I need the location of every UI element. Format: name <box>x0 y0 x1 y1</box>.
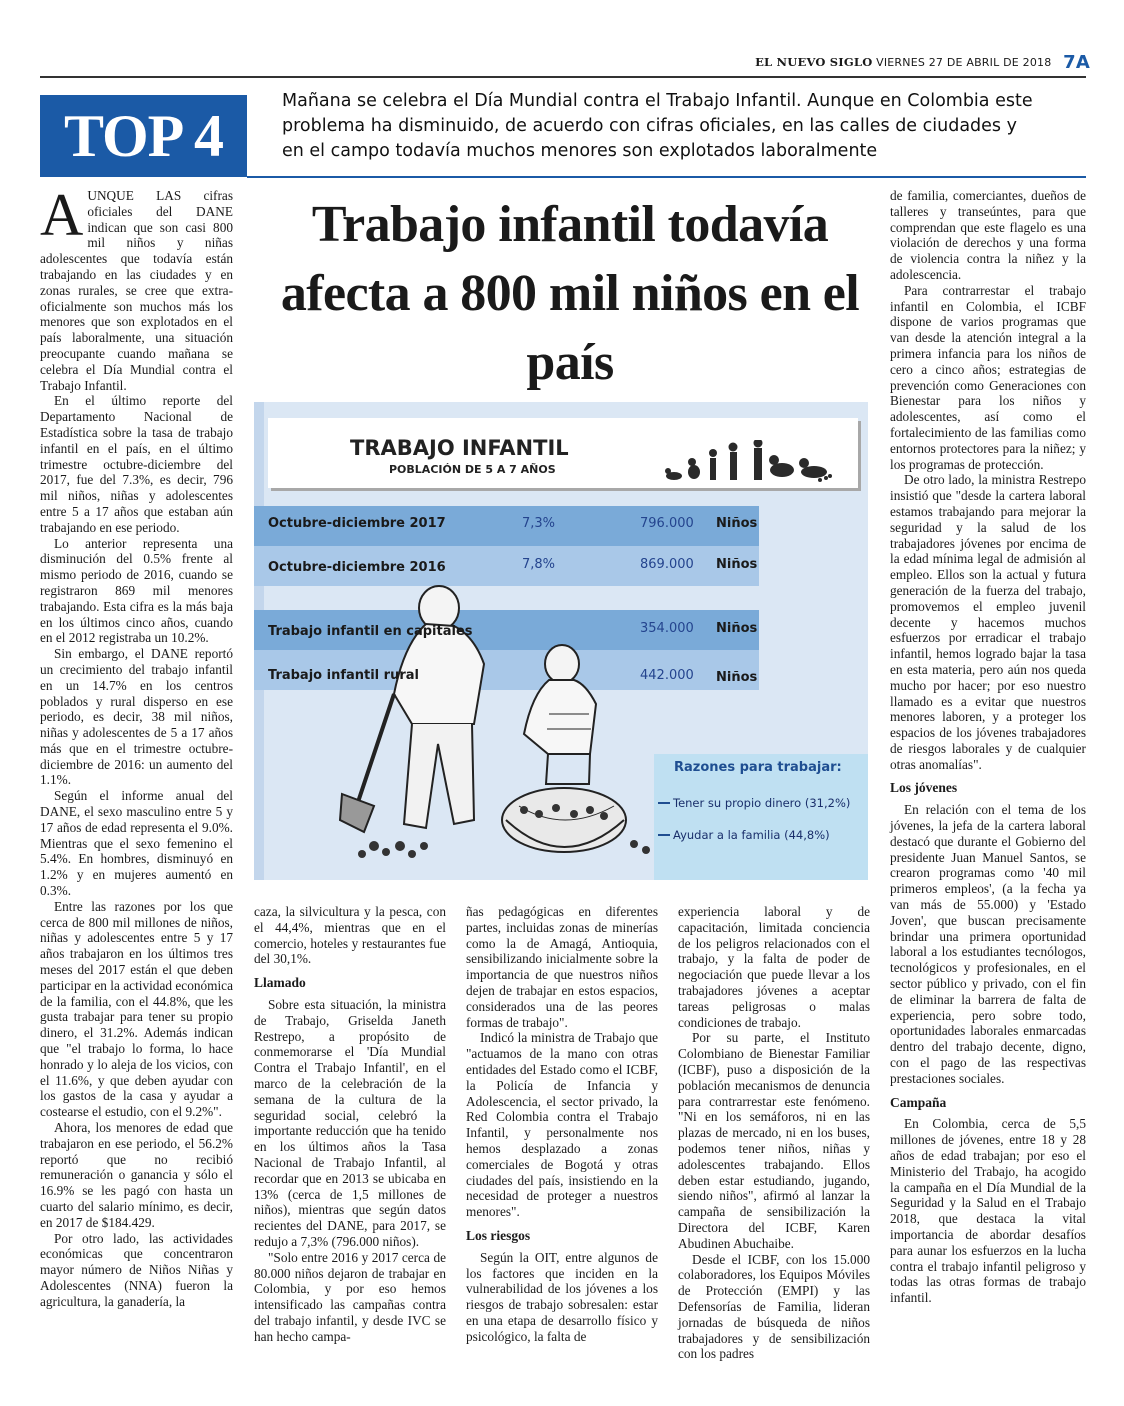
row-value: 442.000 <box>640 668 694 683</box>
paragraph: En relación con el tema de los jóvenes, la jefa de la cartera laboral destacó que durante el Gobierno del presidente Juan Manuel Santos, se crearon programas como '40 mil primeros empleos', (a la fecha ya van más de 55.000) y 'Estado Joven', que buscan precisamente brindar una primera oportunidad laboral a los estudiantes tecnólogos, tecnológicos y profesionales, en el sector público y privado, con el fin de eliminar la barrera de falta de experiencia, pero sobre todo, oportunidades laborales enmarcadas dentro del trabajo decente, digno, con el pago de las respectivas prestaciones sociales. <box>890 802 1086 1086</box>
paragraph: Entre las razones por los que cerca de 800 mil millones de niños, niñas y adolescentes entre 5 y 17 años trabajaron en los últimos tres meses del 2017 están el que deben participar en la actividad económica de la familia, con el 44.8%, que les gusta trabajar para tener su propio dinero, el 31.2%. Además indican que "el trabajo lo forma, lo hace honrado y lo aleja de los vicios, con el 11.6%, y que deben ayudar con los gastos de la casa y ayudar a costearse el estudio, con el 9.2%". <box>40 898 233 1120</box>
paragraph: Según el informe anual del DANE, el sexo masculino entre 5 y 17 años de edad representa el 9.0%. Mientras que el sexo femenino el 5.4%. En hombres, disminuyó en 1.2% y en mujeres aumentó en 0.3%. <box>40 788 233 899</box>
row-value: 796.000 <box>640 516 694 531</box>
reasons-title: Razones para trabajar: <box>674 760 842 775</box>
page-number: 7A <box>1063 52 1090 73</box>
paragraph: Sobre esta situación, la ministra de Trabajo, Griselda Janeth Restrepo, a propósito de conmemorarse el 'Día Mundial Contra el Trabajo Infantil', en el marco de la celebración de la semana de la cultura de la seguridad social, celebró la importante reducción que ha tenido en los últimos años la Tasa Nacional de Trabajo Infantil, al recordar que en 2013 se ubicaba en 13% (cerca de 1,5 millones de niños), mientras que según datos recientes del DANE, para 2017, se redujo a 7,3% (796.000 niños). <box>254 996 446 1249</box>
row-unit: Niños <box>716 557 758 572</box>
lead-text: cifras oficiales del DANE indican que son casi 800 mil niños y niñas adolescentes que todavía están trabajando en las ciudades y en zonas rurales, se cree que extra-oficialmente son muchos más los menores que son explotados en el país laboralmente, una situación preocupante cuando mañana se celebra el Día Mundial contra el Trabajo Infantil. <box>40 188 233 393</box>
reason-bullet <box>658 834 670 836</box>
row-unit: Niños <box>716 516 758 531</box>
row-value: 869.000 <box>640 557 694 572</box>
masthead <box>0 52 1090 73</box>
row-unit: Niños <box>716 621 758 636</box>
reason-item <box>658 828 830 842</box>
paragraph: En Colombia, cerca de 5,5 millones de jóvenes, entre 18 y 28 años de edad trabajan; por eso el Ministerio del Trabajo, ha acogido la campaña en el Día Mundial de la Seguridad y la Salud en el Trabajo 2018, que destaca la vital importancia de abordar desafíos para aunar los esfuerzos en la lucha contra el trabajo infantil peligroso y todas las otras formas de trabajo infantil. <box>890 1116 1086 1306</box>
reason-text: Tener su propio dinero (31,2%) <box>673 796 851 810</box>
top-divider <box>40 76 1086 78</box>
paragraph: de familia, comerciantes, dueños de talleres y transeúntes, para que comprendan que este flagelo es una violación de derechos y una forma de violencia contra la niñez y la adolescencia. <box>890 188 1086 282</box>
row-value: 354.000 <box>640 621 694 636</box>
subheading: Los jóvenes <box>890 780 958 796</box>
child-growth-icon <box>654 440 834 484</box>
paragraph: Lo anterior representa una disminución del 0.5% frente al mismo periodo de 2016, cuando se registraron 869 mil menores trabajando. Esta cifra es la más baja en los últimos cinco años, cuando en el 2012 registraba un 10.2%. <box>40 535 233 646</box>
header-divider <box>247 176 1086 178</box>
row-unit: Niños <box>716 670 758 685</box>
article-column-1 <box>40 182 233 1310</box>
subheading: Los riesgos <box>466 1227 531 1243</box>
lead-paragraph <box>40 182 233 393</box>
row-percent: 7,8% <box>522 557 556 572</box>
paragraph: Por su parte, el Instituto Colombiano de Bienestar Familiar (ICBF), puso a disposición de la población mecanismos de denuncia para contrarrestar este fenómeno. "Ni en los semáforos, ni en las plazas de mercado, ni en los buses, podemos tener niños, niñas y adolescentes trabajando. Ellos deben estar estudiando, jugando, siendo niños", afirmó al lanzar la campaña de sensibilización la Directora del ICBF, Karen Abudinen Abuchaibe. <box>678 1030 870 1251</box>
subheading: Campaña <box>890 1094 947 1110</box>
row-label: Octubre-diciembre 2017 <box>268 516 446 531</box>
subheading: Llamado <box>254 975 306 991</box>
issue-date: VIERNES 27 DE ABRIL DE 2018 <box>876 56 1052 69</box>
paragraph: En el último reporte del Departamento Nacional de Estadística sobre la tasa de trabajo infantil en el país, en el último trimestre octubre-diciembre del 2017, fue del 7.3%, es decir, 796 mil niños, niñas y adolescentes entre 5 a 17 años que estaban aún trabajando en ese periodo. <box>40 393 233 535</box>
paragraph: Según la OIT, entre algunos de los factores que inciden en la vulnerabilidad de los jóvenes a los riesgos de trabajo sobresalen: estar en una etapa de desarrollo físico y psicológico, la falta de <box>466 1249 658 1344</box>
reason-bullet <box>658 802 670 804</box>
paragraph: "Solo entre 2016 y 2017 cerca de 80.000 niños dejaron de trabajar en Colombia, y por eso hemos intensificado las campañas contra del trabajo infantil, y desde IVC se han hecho campa- <box>254 1249 446 1344</box>
row-label: Trabajo infantil en capitales <box>268 624 473 639</box>
infographic <box>254 402 868 880</box>
dropcap: A <box>40 182 84 248</box>
paragraph: De otro lado, la ministra Restrepo insistió que "desde la cartera laboral estamos trabajando para mejorar la seguridad y la salud de los trabajadores jóvenes por encima de la edad mínima legal de admisión al empleo. Ellos son la actual y futura generación de la fuerza del trabajo, promovemos el empleo juvenil decente y hacemos muchos esfuerzos por erradicar el trabajo infantil, hemos logrado bajar la tasa en esta materia, pero aún nos queda mucho por hacer; por eso nuestro llamado es a evitar que nuestros menores laboren, y a proteger los espacios de los jóvenes trabajadores de riesgos laborales y de cualquier otras anomalías". <box>890 472 1086 772</box>
intro-text: Mañana se celebra el Día Mundial contra el Trabajo Infantil. Aunque en Colombia este problema ha disminuido, de acuerdo con cifras oficiales, en las calles de ciudades y en el campo todavía muchos menores son explotados laboralmente <box>282 91 1033 161</box>
row-label: Trabajo infantil rural <box>268 668 419 683</box>
infographic-title: TRABAJO INFANTIL <box>350 436 569 460</box>
row-percent: 7,3% <box>522 516 556 531</box>
headline: Trabajo infantil todavía afecta a 800 mil niños en el país <box>280 196 860 391</box>
paragraph: ñas pedagógicas en diferentes partes, incluidas zonas de minerías como la de Amagá, Antioquia, sensibilizando inicialmente sobre la importancia de que nuestros niños dejen de trabajar en estos espacios, considerados una de las peores formas de trabajo". <box>466 904 658 1030</box>
paragraph: Para contrarrestar el trabajo infantil en Colombia, el ICBF dispone de varios programas que van desde la atención integral a la primera infancia para los niños de cero a cinco años; estrategias de prevención como Generaciones con Bienestar para los niños y adolescentes, así como el fortalecimiento de las familias como entornos protectores para la niñez; y los programas de protección. <box>890 282 1086 472</box>
article-column-3 <box>466 904 658 1345</box>
paragraph: experiencia laboral y de capacitación, limitada conciencia de los peligros relacionados con el trabajo, y la falta de poder de negociación que puede llevar a los trabajadores jóvenes a aceptar tareas peligrosas o malas condiciones de trabajo. <box>678 904 870 1030</box>
reason-text: Ayudar a la familia (44,8%) <box>673 828 830 842</box>
reason-item <box>658 796 850 810</box>
paragraph: Ahora, los menores de edad que trabajaron en ese periodo, el 56.2% reportó que no recibió remuneración o ganancia y sólo el 16.9% se les pagó con hasta un cuarto del salario mínimo, es decir, en 2017 de $184.429. <box>40 1120 233 1230</box>
paragraph: caza, la silvicultura y la pesca, con el 44,4%, mientras que en el comercio, hoteles y restaurantes fue del 30,1%. <box>254 904 446 967</box>
paragraph: Desde el ICBF, con los 15.000 colaboradores, los Equipos Móviles de Protección (EMPI) y las Defensorías de Familia, lideran jornadas de búsqueda de niños trabajadores y de sensibilización con los padres <box>678 1251 870 1362</box>
section-tag: TOP 4 <box>40 95 247 177</box>
article-column-4 <box>678 904 870 1362</box>
article-column-2 <box>254 904 446 1345</box>
paragraph: Por otro lado, las actividades económicas que concentraron mayor número de Niños Niñas y Adolescentes (NNA) fueron la agricultura, la ganadería, la <box>40 1230 233 1309</box>
paragraph: Indicó la ministra de Trabajo que "actuamos de la mano con otras entidades del Estado como el ICBF, la Policía de Infancia y Adolescencia, el sector privado, la Red Colombia contra el Trabajo Infantil, y personalmente nos hemos desplazado a zonas comerciales de Bogotá y otras ciudades del país, insistiendo en la necesidad de proteger a nuestros menores". <box>466 1030 658 1220</box>
newspaper-name: EL NUEVO SIGLO <box>755 55 873 69</box>
lead-caps: UNQUE LAS <box>87 188 182 203</box>
article-column-5 <box>890 188 1086 1306</box>
infographic-subtitle: POBLACIÓN DE 5 A 7 AÑOS <box>389 463 556 476</box>
paragraph: Sin embargo, el DANE reportó un crecimiento del trabajo infantil en un 14.7% en los centros poblados y rural disperso en ese periodo, es decir, 38 mil niños, niñas y adolescentes de 5 a 17 años más que en el trimestre octubre-diciembre de 2016: un aumento del 1.1%. <box>40 646 233 788</box>
row-label: Octubre-diciembre 2016 <box>268 560 446 575</box>
